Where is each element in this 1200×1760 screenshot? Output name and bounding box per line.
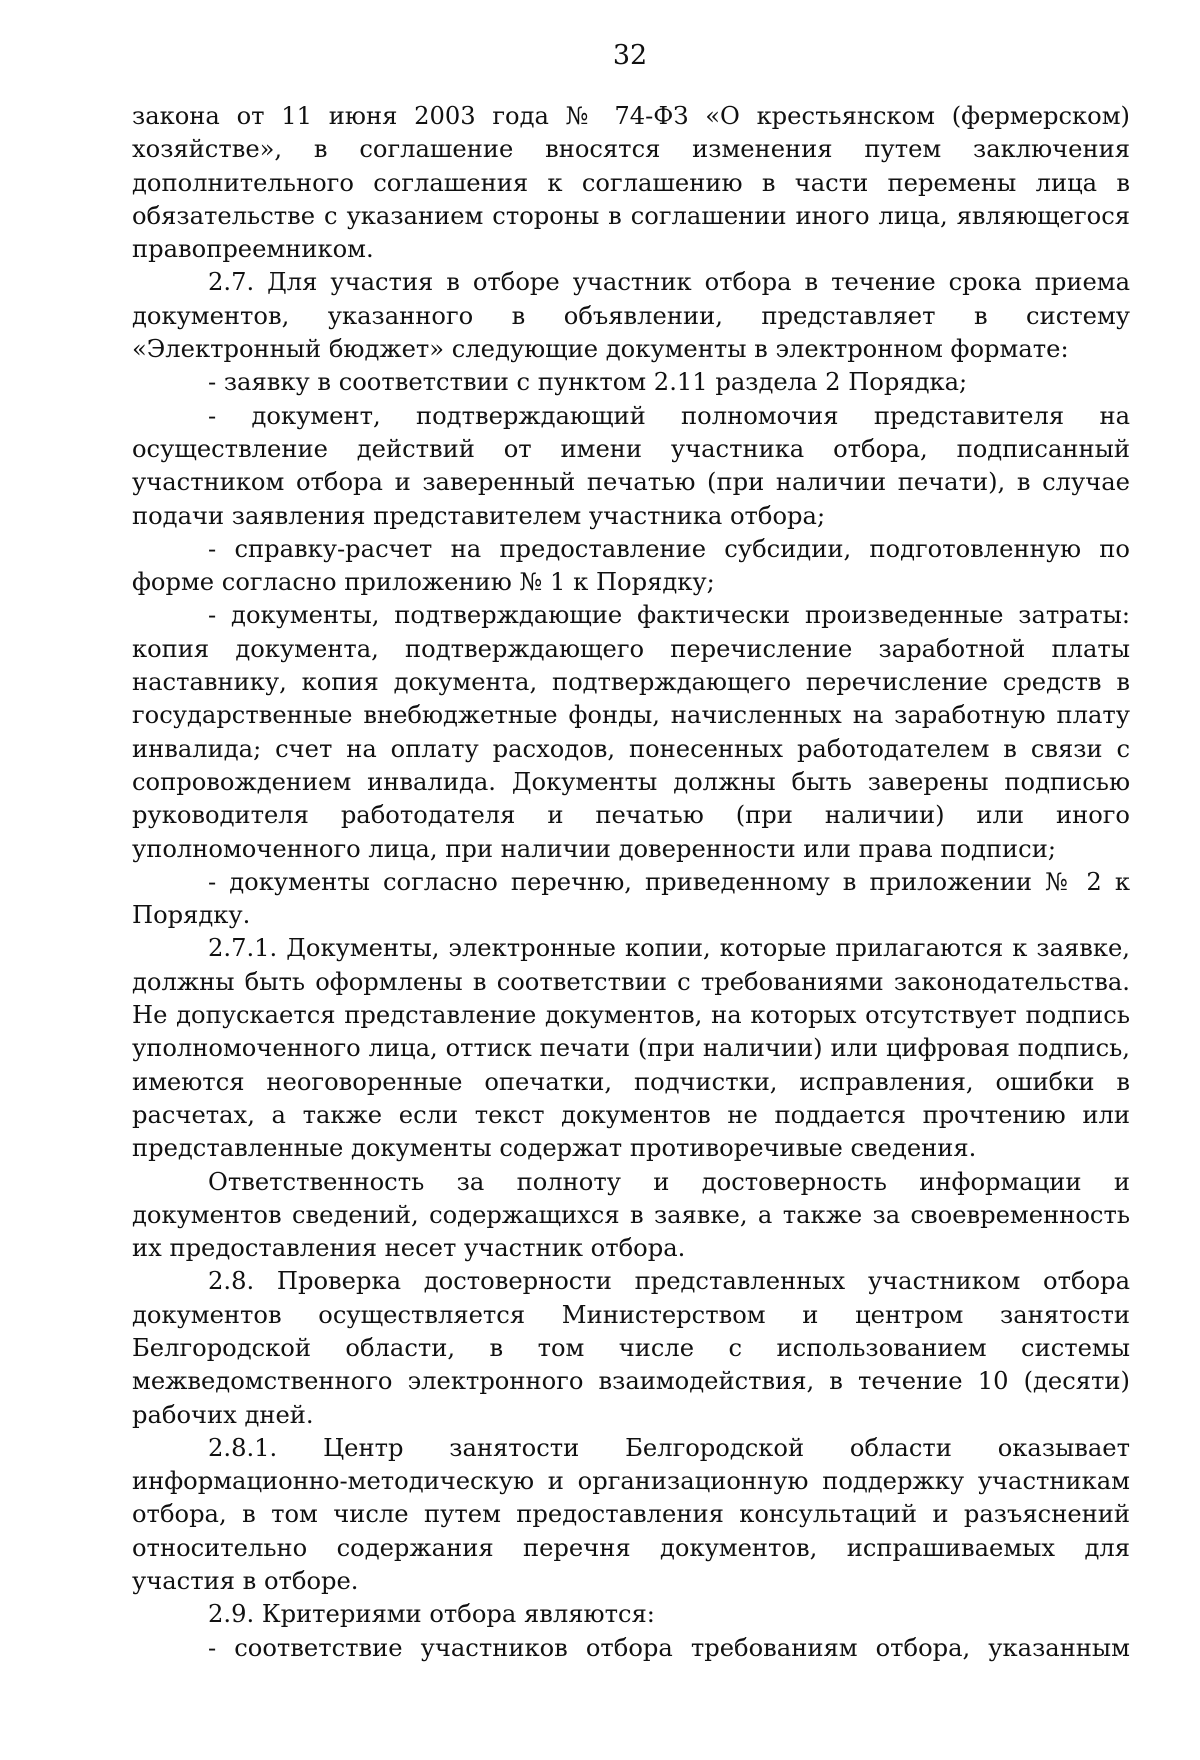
list-item-calculation: - справку-расчет на предоставление субсидии, подготовленную по форме согласно приложению № 1 к Порядку; (132, 534, 1130, 597)
paragraph-2-7-1: 2.7.1. Документы, электронные копии, которые прилагаются к заявке, должны быть оформлены в соответствии с требованиями законодательства. Не допускается представление документов, на которых отсутствует подпись уполномоченного лица, оттиск печати (при наличии) или цифровая подпись, имеются неоговоренные опечатки, подчистки, исправления, ошибки в расчетах, а также если текст документов не поддается прочтению или представленные документы содержат противоречивые сведения. (132, 934, 1130, 1163)
paragraph-2-8: 2.8. Проверка достоверности представленных участником отбора документов осуществляется Министерством и центром занятости Белгородской области, в том числе с использованием системы межведомственного электронного взаимодействия, в течение 10 (десяти) рабочих дней. (132, 1267, 1130, 1429)
list-item-authority-document: - документ, подтверждающий полномочия представителя на осуществление действий от имени участника отбора, подписанный участником отбора и заверенный печатью (при наличии печати), в случае подачи заявления представителем участника отбора; (132, 401, 1130, 530)
paragraph-2-7: 2.7. Для участия в отборе участник отбора в течение срока приема документов, указанного в объявлении, представляет в систему «Электронный бюджет» следующие документы в электронном формате: (132, 268, 1130, 364)
paragraph-2-8-1: 2.8.1. Центр занятости Белгородской области оказывает информационно-методическую и организационную поддержку участникам отбора, в том числе путем предоставления консультаций и разъяснений относительно содержания перечня документов, испрашиваемых для участия в отборе. (132, 1433, 1130, 1596)
paragraph-continuation: закона от 11 июня 2003 года № 74-ФЗ «О крестьянском (фермерском) хозяйстве», в соглашение вносятся изменения путем заключения дополнительного соглашения к соглашению в части перемены лица в обязательстве с указанием стороны в соглашении иного лица, являющегося правопреемником. (132, 102, 1130, 264)
list-item-application: - заявку в соответствии с пунктом 2.11 раздела 2 Порядка; (208, 368, 968, 397)
paragraph-2-9: 2.9. Критериями отбора являются: (208, 1600, 655, 1629)
page-number: 32 (612, 40, 648, 71)
list-item-appendix-2: - документы согласно перечню, приведенному в приложении № 2 к Порядку. (132, 867, 1130, 930)
list-item-criteria: - соответствие участников отбора требованиям отбора, указанным (208, 1633, 1130, 1662)
list-item-expense-documents: - документы, подтверждающие фактически произведенные затраты: копия документа, подтверждающего перечисление заработной платы наставнику, копия документа, подтверждающего перечисление средств в государственные внебюджетные фонды, начисленных на заработную плату инвалида; счет на оплату расходов, понесенных работодателем в связи с сопровождением инвалида. Документы должны быть заверены подписью руководителя работодателя и печатью (при наличии) или иного уполномоченного лица, при наличии доверенности или права подписи; (132, 601, 1130, 863)
document-body (132, 100, 1130, 1665)
paragraph-responsibility: Ответственность за полноту и достоверность информации и документов сведений, содержащихся в заявке, а также за своевременность их предоставления несет участник отбора. (132, 1167, 1130, 1263)
